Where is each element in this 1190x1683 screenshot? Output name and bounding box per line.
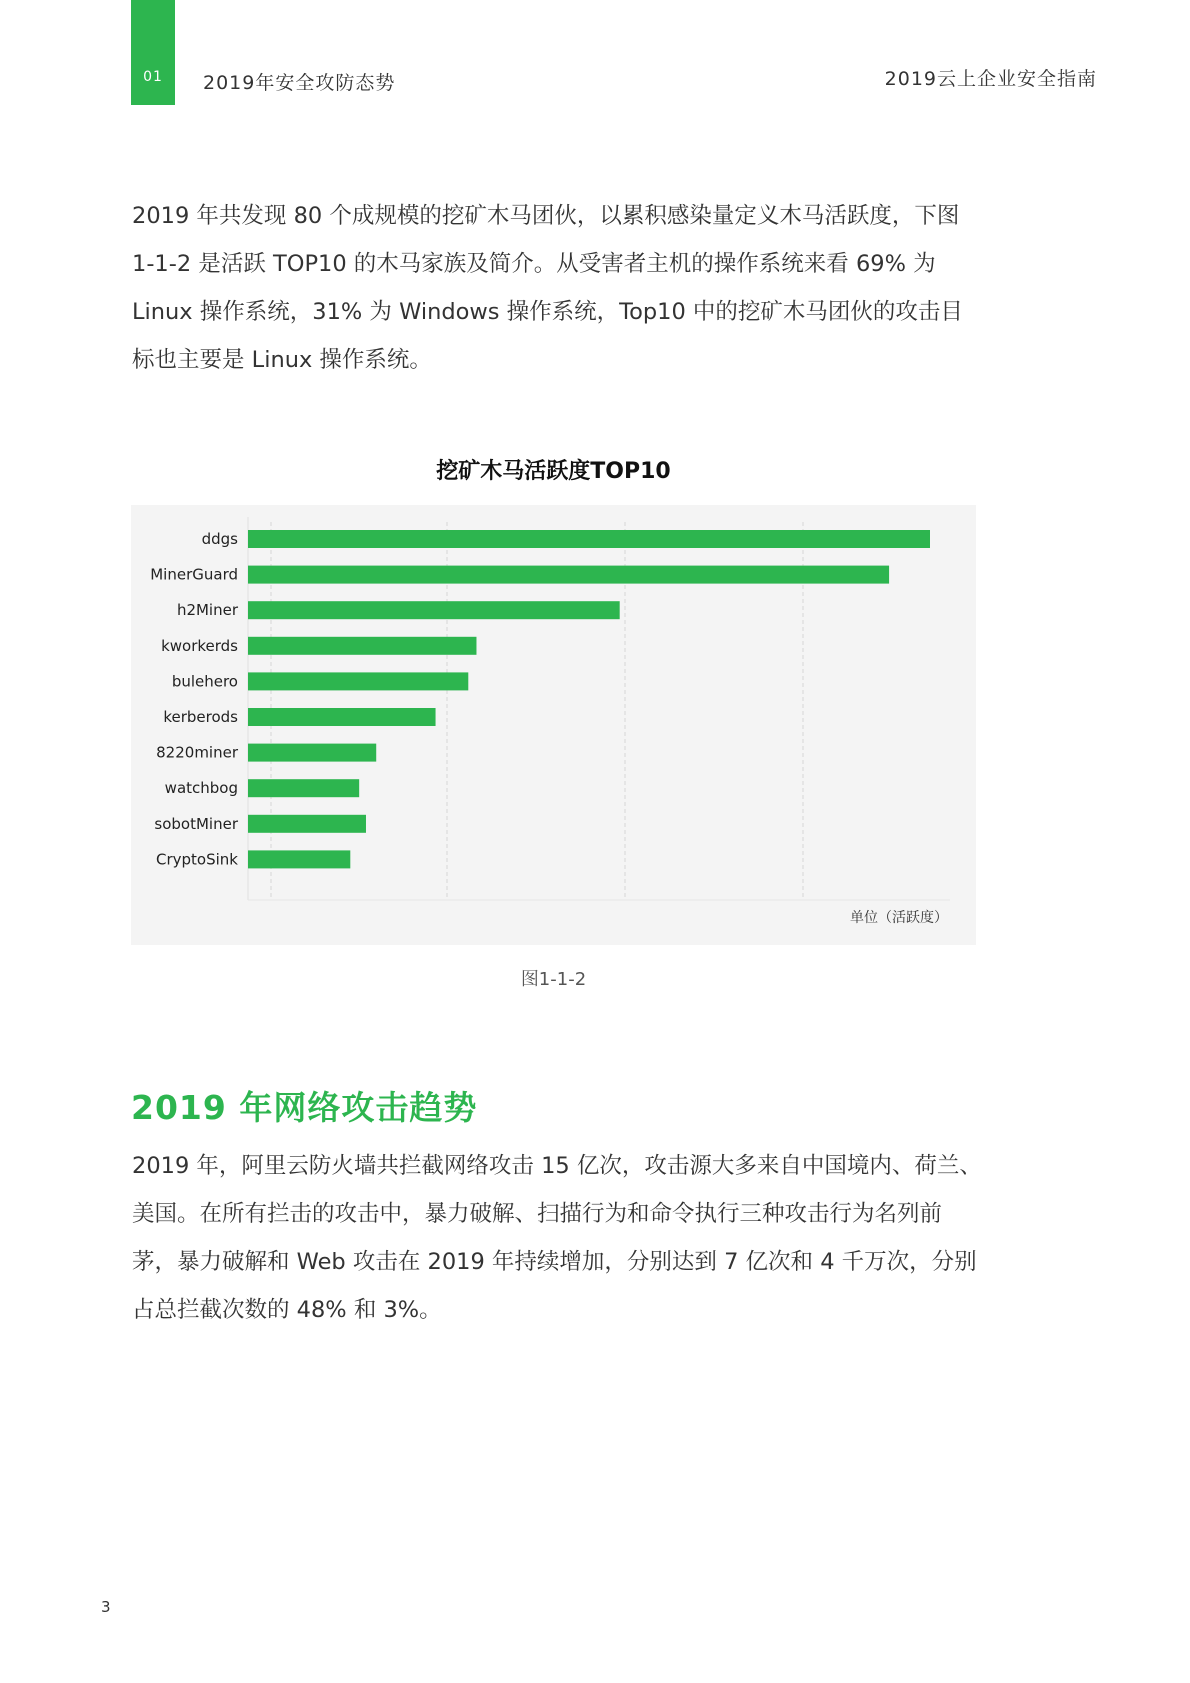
category-label: 8220miner (156, 743, 238, 762)
bar-kerberods (248, 708, 436, 726)
bar-chart (131, 505, 976, 945)
bar-kworkerds (248, 637, 476, 655)
book-title: 2019云上企业安全指南 (884, 68, 1097, 90)
section-paragraph: 2019 年，阿里云防火墙共拦截网络攻击 15 亿次，攻击源大多来自中国境内、荷兰、 美国。在所有拦击的攻击中，暴力破解、扫描行为和命令执行三种攻击行为名列前茅，暴力破解和 Web 攻击在 2019 年持续增加，分别达到 7 亿次和 4 千万次，分别占总拦截次数的 48% 和 3%。 (132, 1153, 982, 1323)
figure-caption: 图1-1-2 (520, 969, 587, 990)
chapter-title: 2019年安全攻防态势 (203, 72, 396, 94)
section-title: 2019 年网络攻击趋势 (131, 1088, 478, 1127)
category-label: CryptoSink (156, 850, 238, 869)
intro-paragraph: 2019 年共发现 80 个成规模的挖矿木马团伙，以累积感染量定义木马活跃度，下图 1-1-2 是活跃 TOP10 的木马家族及简介。从受害者主机的操作系统来看 69% 为 Linux 操作系统，31% 为 Windows 操作系统，Top10 中的挖矿木马团伙的攻击目标也主要是 Linux 操作系统。 (132, 203, 963, 373)
chart-panel (131, 505, 976, 945)
category-label: watchbog (164, 779, 238, 798)
category-label: ddgs (201, 530, 238, 548)
chart-title: 挖矿木马活跃度TOP10 (436, 459, 671, 484)
bar-minerguard (248, 566, 889, 584)
bar-sobotminer (248, 815, 366, 833)
bar-8220miner (248, 744, 376, 762)
bar-h2miner (248, 601, 620, 619)
chapter-number-tab (131, 0, 175, 105)
bar-ddgs (248, 530, 930, 548)
category-label: h2Miner (176, 601, 238, 620)
category-label: kerberods (163, 708, 238, 726)
bar-bulehero (248, 672, 468, 690)
chapter-number: 01 (143, 69, 163, 85)
category-label: sobotMiner (154, 814, 238, 833)
bar-cryptosink (248, 850, 350, 868)
category-label: MinerGuard (150, 565, 238, 584)
category-label: bulehero (171, 672, 238, 691)
chart-unit-label: 单位（活跃度） (850, 910, 948, 926)
page-number: 3 (101, 1598, 111, 1616)
category-label: kworkerds (161, 636, 238, 655)
bar-watchbog (248, 779, 359, 797)
